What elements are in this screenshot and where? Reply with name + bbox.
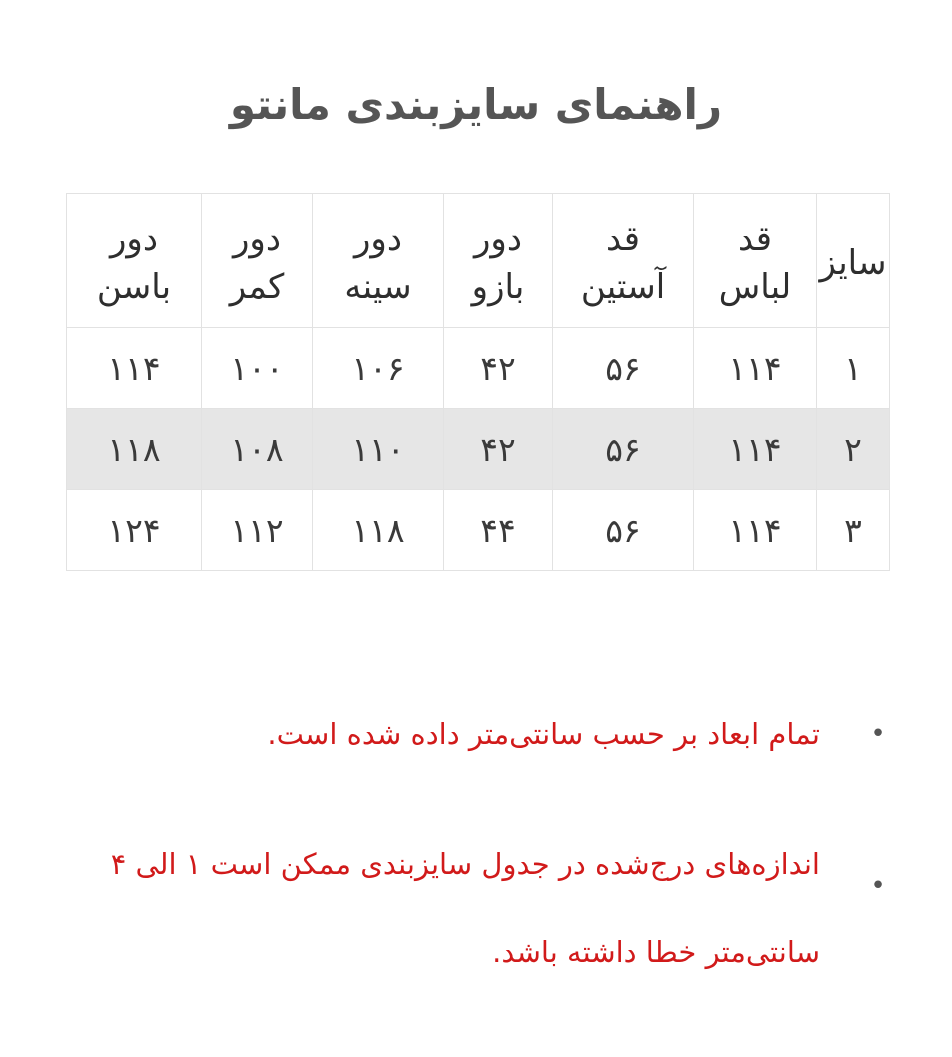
header-sleeve-length: قد آستین — [553, 194, 694, 328]
note-text: تمام ابعاد بر حسب سانتی‌متر داده شده است. — [267, 717, 820, 751]
cell-arm-circumference: ۴۴ — [444, 490, 553, 571]
cell-garment-length: ۱۱۴ — [694, 490, 817, 571]
note-item — [60, 820, 890, 996]
note-text: اندازه‌های درج‌شده در جدول سایزبندی ممکن است ۱ الی ۴ سانتی‌متر خطا داشته باشد. — [110, 847, 820, 969]
header-waist-circumference: دور کمر — [202, 194, 313, 328]
cell-waist-circumference: ۱۰۸ — [202, 409, 313, 490]
size-table — [66, 193, 890, 571]
page-title: راهنمای سایزبندی مانتو — [229, 80, 723, 129]
cell-chest-circumference: ۱۱۰ — [313, 409, 444, 490]
cell-chest-circumference: ۱۰۶ — [313, 328, 444, 409]
cell-hip-circumference: ۱۱۴ — [67, 328, 202, 409]
cell-sleeve-length: ۵۶ — [553, 328, 694, 409]
cell-hip-circumference: ۱۱۸ — [67, 409, 202, 490]
cell-arm-circumference: ۴۲ — [444, 409, 553, 490]
cell-garment-length: ۱۱۴ — [694, 328, 817, 409]
table-row — [67, 328, 890, 409]
cell-garment-length: ۱۱۴ — [694, 409, 817, 490]
cell-waist-circumference: ۱۱۲ — [202, 490, 313, 571]
header-hip-circumference: دور باسن — [67, 194, 202, 328]
cell-size: ۱ — [817, 328, 890, 409]
cell-waist-circumference: ۱۰۰ — [202, 328, 313, 409]
table-row — [67, 490, 890, 571]
header-garment-length: قد لباس — [694, 194, 817, 328]
table-row — [67, 409, 890, 490]
cell-hip-circumference: ۱۲۴ — [67, 490, 202, 571]
note-item — [60, 712, 890, 756]
cell-sleeve-length: ۵۶ — [553, 409, 694, 490]
cell-chest-circumference: ۱۱۸ — [313, 490, 444, 571]
table-header-row — [67, 194, 890, 328]
bullet-icon: • — [870, 871, 886, 901]
cell-size: ۲ — [817, 409, 890, 490]
cell-size: ۳ — [817, 490, 890, 571]
header-arm-circumference: دور بازو — [444, 194, 553, 328]
header-chest-circumference: دور سینه — [313, 194, 444, 328]
header-size: سایز — [817, 194, 890, 328]
cell-arm-circumference: ۴۲ — [444, 328, 553, 409]
bullet-icon: • — [870, 719, 886, 749]
cell-sleeve-length: ۵۶ — [553, 490, 694, 571]
notes-list — [60, 700, 890, 996]
